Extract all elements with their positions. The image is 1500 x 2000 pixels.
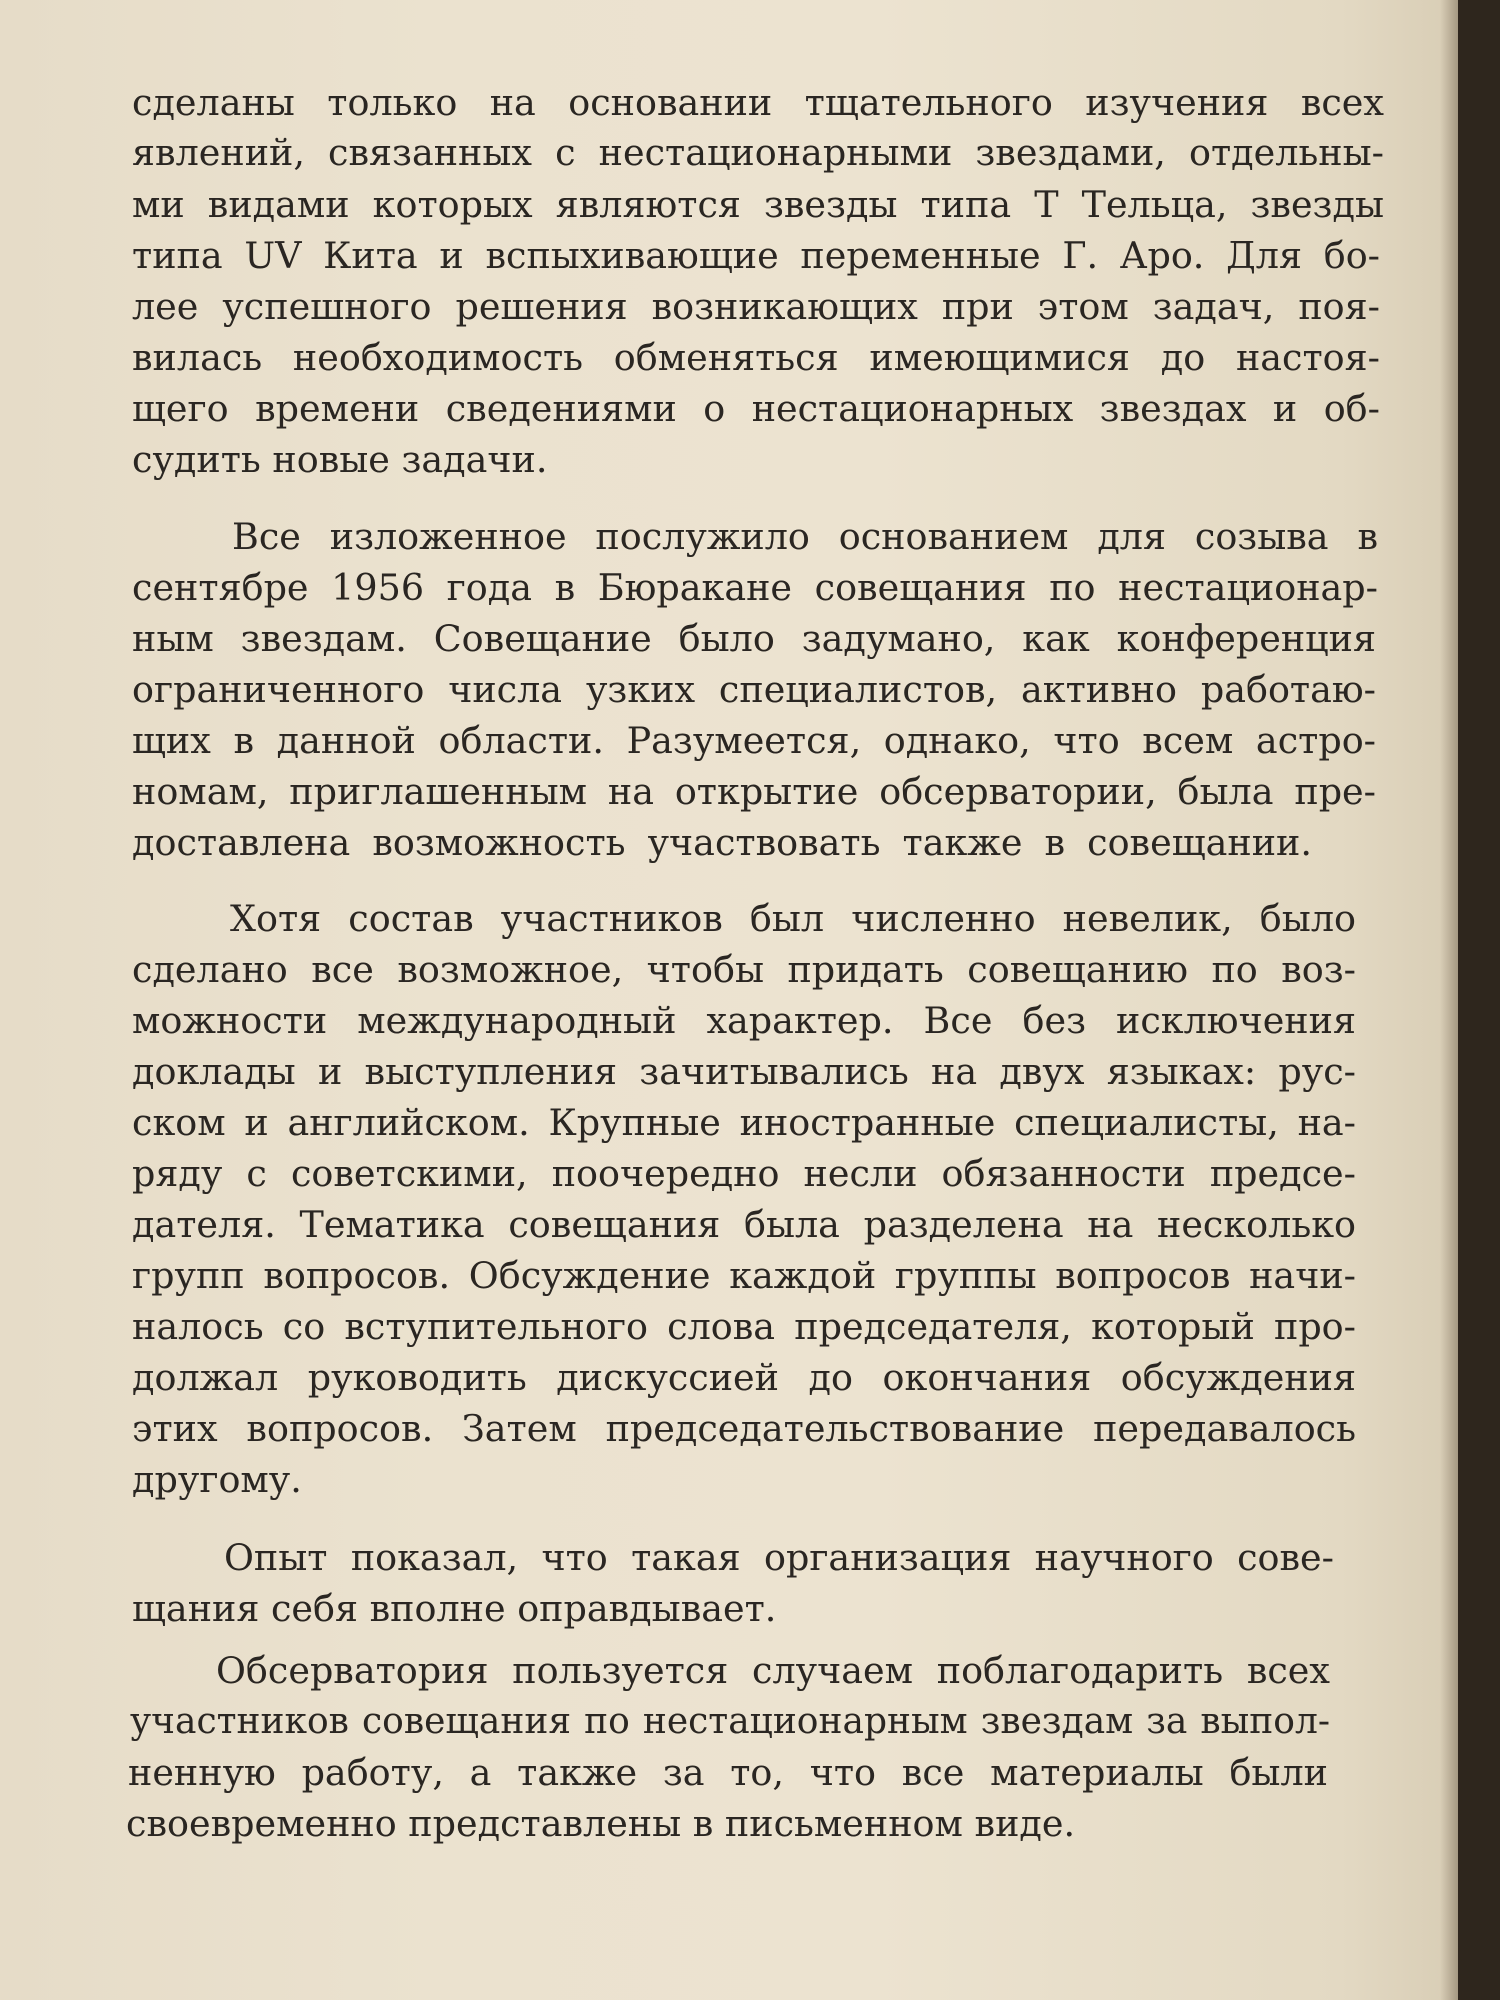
text-line: явлений, связанных с нестационарными звездами, отдельны- [132,131,1384,174]
text-line: щания себя вполне оправдывает. [132,1587,777,1630]
text-line: щего времени сведениями о нестационарных звездах и об- [132,387,1380,430]
text-line: групп вопросов. Обсуждение каждой группы вопросов начи- [132,1254,1356,1297]
text-line: Все изложенное послужило основанием для созыва в [232,515,1378,558]
text-line: номам, приглашенным на открытие обсерватории, была пре- [132,770,1376,813]
text-line: ограниченного числа узких специалистов, активно работаю- [132,668,1376,711]
text-line: Хотя состав участников был численно невелик, было [230,897,1356,940]
text-line: сентябре 1956 года в Бюракане совещания по нестационар- [132,566,1378,609]
text-line: участников совещания по нестационарным звездам за выпол- [130,1701,1330,1742]
text-line: своевременно представлены в письменном виде. [126,1802,1076,1845]
text-line: ным звездам. Совещание было задумано, как конференция [132,617,1376,660]
page-edge-shadow [1440,0,1458,2000]
text-line: доставлена возможность участвовать также в совещании. [132,821,1312,864]
text-line: ми видами которых являются звезды типа Т Тельца, звезды [132,183,1384,226]
text-line: другому. [132,1458,302,1501]
text-line: налось со вступительного слова председателя, который про- [132,1305,1356,1348]
text-line: щих в данной области. Разумеется, однако, что всем астро- [132,719,1376,762]
text-line: типа UV Кита и вспыхивающие переменные Г. Аро. Для бо- [132,234,1380,277]
text-line: лее успешного решения возникающих при этом задач, поя- [132,285,1380,328]
text-line: этих вопросов. Затем председательствование передавалось [132,1407,1356,1450]
text-line: сделано все возможное, чтобы придать совещанию по воз- [132,948,1356,991]
text-line: ненную работу, а также за то, что все материалы были [128,1751,1328,1794]
text-line: сделаны только на основании тщательного изучения всех [132,81,1384,124]
text-line: вилась необходимость обменяться имеющимися до настоя- [132,336,1380,379]
text-line: ском и английском. Крупные иностранные специалисты, на- [132,1101,1356,1144]
text-line: доклады и выступления зачитывались на двух языках: рус- [132,1050,1356,1093]
text-line: можности международный характер. Все без исключения [132,999,1356,1042]
text-line: Опыт показал, что такая организация научного сове- [224,1536,1334,1579]
text-line: должал руководить дискуссией до окончания обсуждения [132,1356,1356,1399]
text-line: судить новые задачи. [132,438,548,481]
text-line: ряду с советскими, поочередно несли обязанности предсе- [132,1152,1356,1195]
text-line: дателя. Тематика совещания была разделена на несколько [132,1203,1356,1246]
text-line: Обсерватория пользуется случаем поблагодарить всех [216,1649,1330,1692]
